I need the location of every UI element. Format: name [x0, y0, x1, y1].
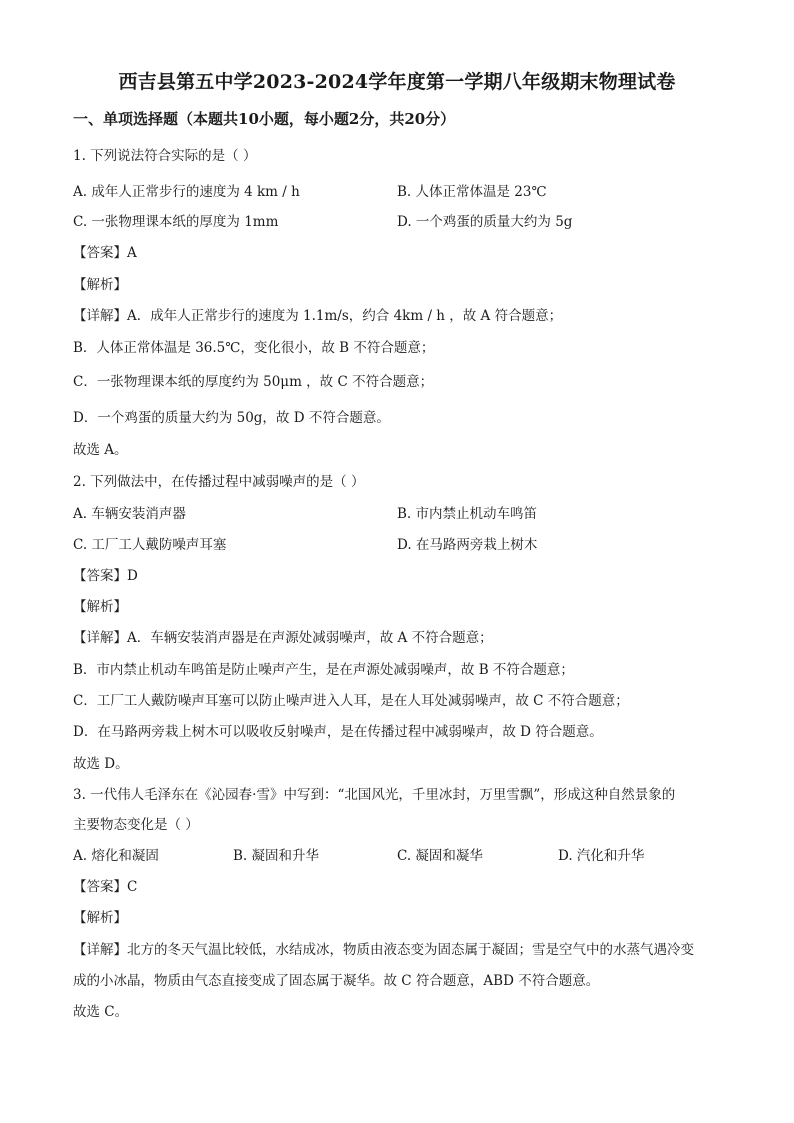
q1-option-d: D. 一个鸡蛋的质量大约为 5g	[397, 214, 573, 230]
q2-answer: 【答案】D	[73, 568, 138, 584]
q2-detail-line: 【详解】A．车辆安装消声器是在声源处减弱噪声，故 A 不符合题意；	[73, 630, 493, 646]
q2-detail-line: D．在马路两旁栽上树木可以吸收反射噪声，是在传播过程中减弱噪声，故 D 符合题意。	[73, 724, 603, 740]
q2-detail-line: C．工厂工人戴防噪声耳塞可以防止噪声进入人耳，是在人耳处减弱噪声，故 C 不符合题意；	[73, 693, 629, 709]
q2-analysis-label: 【解析】	[73, 599, 127, 615]
q3-option-b: B. 凝固和升华	[233, 848, 320, 864]
q3-detail-line: 成的小冰晶，物质由气态直接变成了固态属于凝华。故 C 符合题意，ABD 不符合题意。	[73, 973, 600, 989]
q1-option-a: A. 成年人正常步行的速度为 4 km / h	[73, 184, 300, 200]
q3-detail-line: 【详解】北方的冬天气温比较低，水结成冰，物质由液态变为固态属于凝固；雪是空气中的水蒸气遇冷变	[73, 942, 694, 958]
q1-stem: 1. 下列说法符合实际的是（ ）	[73, 148, 257, 164]
q1-analysis-label: 【解析】	[73, 277, 127, 293]
q2-option-d: D. 在马路两旁栽上树木	[397, 537, 538, 553]
q1-detail-line: B．人体正常体温是 36.5℃，变化很小，故 B 不符合题意；	[73, 340, 435, 356]
q2-option-b: B. 市内禁止机动车鸣笛	[397, 506, 538, 522]
q3-option-d: D. 汽化和升华	[558, 848, 645, 864]
q1-answer: 【答案】A	[73, 245, 137, 261]
q3-option-c: C. 凝固和凝华	[397, 848, 483, 864]
q3-answer: 【答案】C	[73, 879, 138, 895]
q2-detail-line: B．市内禁止机动车鸣笛是防止噪声产生，是在声源处减弱噪声，故 B 不符合题意；	[73, 662, 574, 678]
q3-option-a: A. 熔化和凝固	[73, 848, 159, 864]
q2-option-a: A. 车辆安装消声器	[73, 506, 186, 522]
q1-detail-line: 【详解】A．成年人正常步行的速度为 1.1m/s，约合 4km / h ，故 A 符合题意；	[73, 308, 563, 324]
q3-stem-line2: 主要物态变化是（ ）	[73, 817, 199, 833]
q2-conclusion: 故选 D。	[73, 756, 129, 772]
q1-conclusion: 故选 A。	[73, 442, 128, 458]
exam-title: 西吉县第五中学2023-2024学年度第一学期八年级期末物理试卷	[118, 71, 676, 93]
q3-analysis-label: 【解析】	[73, 910, 127, 926]
q3-conclusion: 故选 C。	[73, 1004, 129, 1020]
q1-option-c: C. 一张物理课本纸的厚度为 1mm	[73, 214, 279, 230]
q2-option-c: C. 工厂工人戴防噪声耳塞	[73, 537, 227, 553]
q1-option-b: B. 人体正常体温是 23℃	[397, 184, 547, 200]
q3-stem-line1: 3. 一代伟人毛泽东在《沁园春·雪》中写到：“北国风光，千里冰封，万里雪飘”，形成这种自然景象的	[73, 787, 676, 803]
section-heading: 一、单项选择题（本题共10小题，每小题2分，共20分）	[73, 110, 456, 128]
q1-detail-line: C．一张物理课本纸的厚度约为 50μm ，故 C 不符合题意；	[73, 374, 434, 390]
q2-stem: 2. 下列做法中，在传播过程中减弱噪声的是（ ）	[73, 474, 365, 490]
q1-detail-line: D．一个鸡蛋的质量大约为 50g，故 D 不符合题意。	[73, 410, 390, 426]
